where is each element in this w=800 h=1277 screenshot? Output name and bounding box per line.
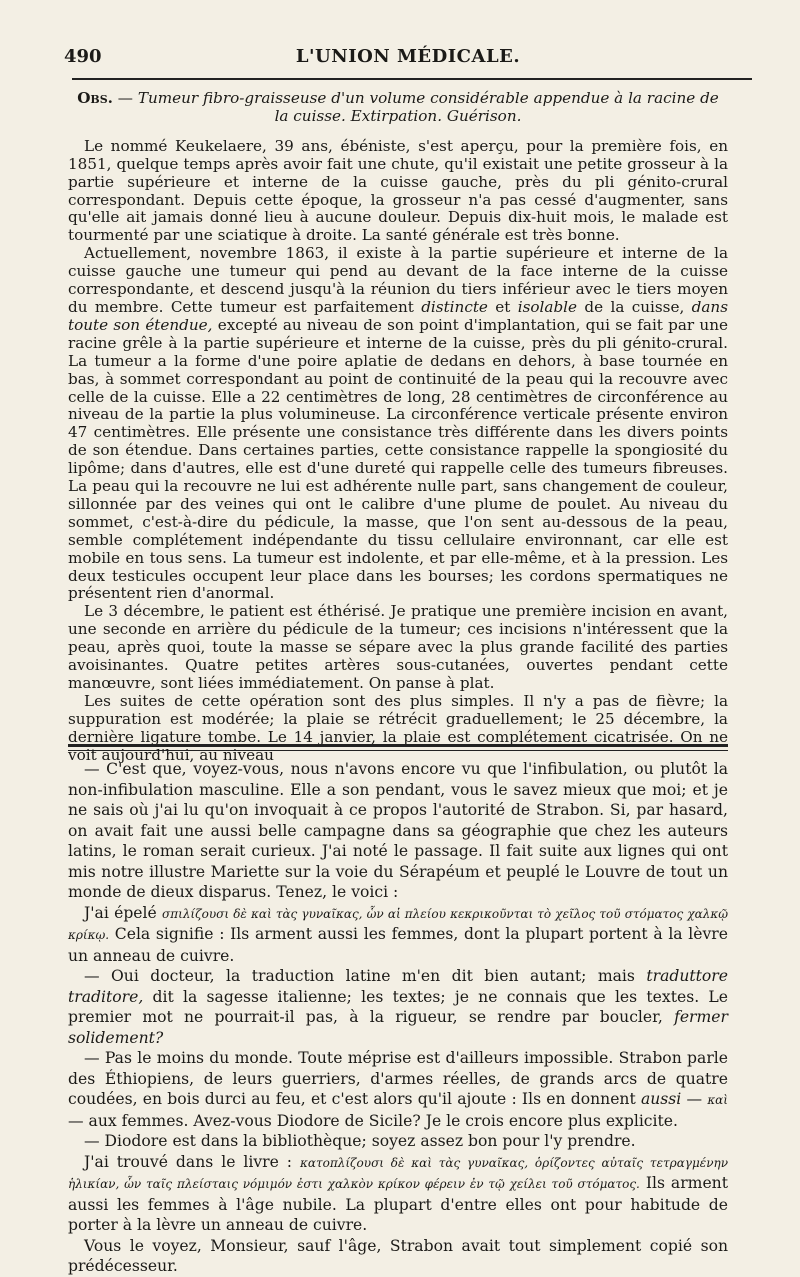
paragraph-outcome: Les suites de cette opération sont des plus simples. Il n'y a pas de fièvre; la suppuration est modérée; la plaie se rétrécit graduellement; le 25 décembre, la dernière ligature tombe. Le 14 janvier, la plaie est complétement cicatrisée. On ne voit aujourd'hui, au niveau (68, 691, 728, 764)
feuilleton-paragraph: — Oui docteur, la traduction latine m'en dit bien autant; mais traduttore traditore, dit la sagesse italienne; les textes; je ne connais que les textes. Le premier mot ne pourrait-il pas, à la rigueur, se rendre par boucler, fermer solidement? (68, 967, 728, 1047)
header-rule (72, 78, 752, 80)
feuilleton-paragraph: J'ai épelé σπιλίζουσι δὲ καὶ τὰς γυναῖκας, ὧν αἱ πλείου κεκρικοῦνται τὸ χεῖλος τοῦ στόματος χαλκῷ κρίκῳ. Cela signifie : Ils arment aussi les femmes, dont la plupart portent à la lèvre un anneau de cuivre. (68, 903, 729, 965)
feuilleton-rule-thin (68, 750, 728, 751)
running-head: L'UNION MÉDICALE. (295, 46, 521, 67)
feuilleton-body (68, 759, 728, 1277)
page-header (64, 40, 752, 72)
feuilleton-paragraph: Vous le voyez, Monsieur, sauf l'âge, Strabon avait tout simplement copié son prédécesseur. (68, 1236, 728, 1275)
feuilleton-paragraph: — C'est que, voyez-vous, nous n'avons encore vu que l'infibulation, ou plutôt la non-infibulation masculine. Elle a son pendant, vous le savez mieux que moi; et je ne sais où j'ai lu qu'on invoquait à ce propos l'autorité de Strabon. Si, par hasard, on avait fait une aussi belle campagne dans sa géographie que chez les auteurs latins, le roman serait curieux. J'ai noté le passage. Il fait suite aux lignes qui ont mis notre illustre Mariette sur la voie du Sérapéum et peuplé le Louvre de tout un monde de dieux disparus. Tenez, le voici : (68, 760, 728, 901)
feuilleton-paragraph: — Diodore est dans la bibliothèque; soyez assez bon pour l'y prendre. (84, 1132, 636, 1150)
page-number: 490 (64, 46, 102, 67)
feuilleton-paragraph: — Pas le moins du monde. Toute méprise est d'ailleurs impossible. Strabon parle des Éthiopiens, de leurs guerriers, d'armes réelles, de grands arcs de quatre coudées, en bois durci au feu, et c'est alors qu'il ajoute : Ils en donnent aussi — καὶ — aux femmes. Avez-vous Diodore de Sicile? Je le crois encore plus explicite. (68, 1049, 728, 1130)
greek-quote-diodorus: κατοπλίζουσι δὲ καὶ τὰς γυναῖκας, ὁρίζοντες αὐταῖς τετραγμένην ἡλικίαν, ὧν ταῖς πλείσταις νόμιμόν ἐστι χαλκὸν κρίκον φέρειν ἐν τῷ χείλει τοῦ στόματος. (68, 1155, 728, 1191)
greek-quote-strabo: σπιλίζουσι δὲ καὶ τὰς γυναῖκας, ὧν αἱ πλείου κεκρικοῦνται τὸ χεῖλος τοῦ στόματος χαλκῷ κρίκῳ. (68, 906, 729, 942)
observation-title: Obs. — Tumeur fibro-graisseuse d'un volume considérable appendue à la racine de la cuisse. Extirpation. Guérison. (77, 89, 719, 125)
feuilleton-paragraph: J'ai trouvé dans le livre : κατοπλίζουσι δὲ καὶ τὰς γυναῖκας, ὁρίζοντες αὐταῖς τετραγμένην ἡλικίαν, ὧν ταῖς πλείσταις νόμιμόν ἐστι χαλκὸν κρίκον φέρειν ἐν τῷ χείλει τοῦ στόματος. Ils arment aussi les femmes à l'âge nubile. La plupart d'entre elles ont pour habitude de porter à la lèvre un anneau de cuivre. (68, 1152, 728, 1234)
paragraph-history: Le nommé Keukelaere, 39 ans, ébéniste, s'est aperçu, pour la première fois, en 1851, quelque temps après avoir fait une chute, qu'il existait une petite grosseur à la partie supérieure et interne de la cuisse gauche, près du pli génito-crural correspondant. Depuis cette époque, la grosseur n'a pas cessé d'augmenter, sans qu'elle ait jamais donné lieu à aucune douleur. Depuis dix-huit mois, le malade est tourmenté par une sciatique à droite. La santé générale est très bonne. (68, 136, 728, 245)
article-body (68, 90, 728, 765)
obs-label: Obs. (77, 89, 113, 107)
obs-title-text: Tumeur fibro-graisseuse d'un volume considérable appendue à la racine de la cuisse. Extirpation. Guérison. (137, 89, 719, 125)
paragraph-exam: Actuellement, novembre 1863, il existe à la partie supérieure et interne de la cuisse gauche une tumeur qui pend au devant de la face interne de la cuisse correspondante, et descend jusqu'à la réunion du tiers inférieur avec le tiers moyen du membre. Cette tumeur est parfaitement distincte et isolable de la cuisse, dans toute son étendue, excepté au niveau de son point d'implantation, qui se fait par une racine grêle à la partie supérieure et interne de la cuisse, près du pli génito-crural. La tumeur a la forme d'une poire aplatie de dedans en dehors, à base tournée en bas, à sommet correspondant au point de continuité de la peau qui la recouvre avec celle de la cuisse. Elle a 22 centimètres de long, 28 centimètres de circonférence au niveau de la partie la plus volumineuse. La circonférence verticale présente environ 47 centimètres. Elle présente une consistance très différente dans les divers points de son étendue. Dans certaines parties, cette consistance rappelle la spongiosité du lipôme; dans d'autres, elle est d'une dureté qui rappelle celle des tumeurs fibreuses. La peau qui la recouvre ne lui est adhérente nulle part, sans changement de couleur, sillonnée par des veines qui ont le calibre d'une plume de poulet. Au niveau du sommet, c'est-à-dire du pédicule, la masse, que l'on sent au-dessous de la peau, semble complétement indépendante du tissu cellulaire environnant, car elle est mobile en tous sens. La tumeur est indolente, et par elle-même, et à la pression. Les deux testicules occupent leur place dans les bourses; les cordons spermatiques ne présentent rien d'anormal. (68, 244, 729, 603)
paragraph-operation: Le 3 décembre, le patient est éthérisé. Je pratique une première incision en avant, une seconde en arrière du pédicule de la tumeur; ces incisions n'intéressent que la peau, après quoi, toute la masse se sépare avec la plus grande facilité des parties avoisinantes. Quatre petites artères sous-cutanées, ouvertes pendant cette manœuvre, sont liées immédiatement. On panse à plat. (68, 602, 728, 692)
feuilleton-rule-thick (68, 744, 728, 747)
